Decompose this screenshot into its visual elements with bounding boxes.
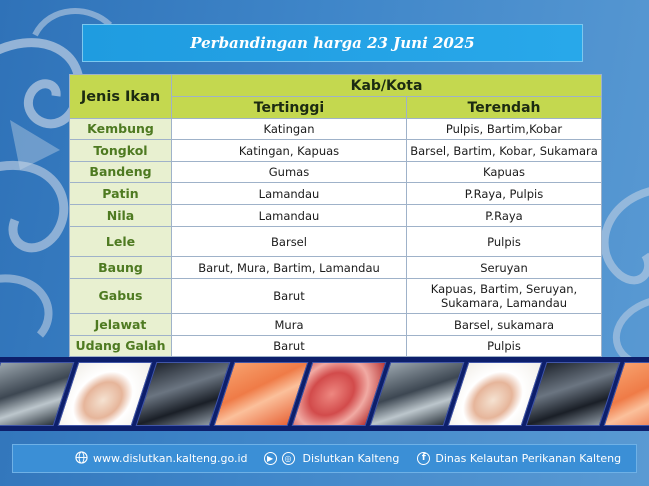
table-row: [70, 279, 602, 314]
tertinggi-cell: Barut: [172, 336, 407, 357]
page-title: Perbandingan harga 23 Juni 2025: [190, 34, 475, 52]
fish-name: Jelawat: [70, 314, 172, 336]
footer-social[interactable]: [264, 452, 400, 465]
facebook-page[interactable]: Dinas Kelautan Perikanan Kalteng: [435, 452, 622, 465]
table-row: [70, 140, 602, 162]
tertinggi-cell: Mura: [172, 314, 407, 336]
fish-name: Baung: [70, 257, 172, 279]
instagram-icon: ◎: [282, 452, 295, 465]
footer-bar: [12, 444, 637, 473]
price-comparison-table: [69, 74, 602, 357]
terendah-cell: Pulpis, Bartim,Kobar: [407, 119, 602, 140]
fish-photo-strip: [0, 357, 649, 431]
footer-facebook[interactable]: [417, 452, 621, 465]
table-row: [70, 162, 602, 183]
terendah-cell: P.Raya, Pulpis: [407, 183, 602, 205]
fish-name: Nila: [70, 205, 172, 227]
fish-name: Udang Galah: [70, 336, 172, 357]
table-row: [70, 183, 602, 205]
terendah-cell: Barsel, Bartim, Kobar, Sukamara: [407, 140, 602, 162]
table-row: [70, 314, 602, 336]
youtube-icon: ▶: [264, 452, 277, 465]
fish-name: Tongkol: [70, 140, 172, 162]
website-link[interactable]: www.dislutkan.kalteng.go.id: [93, 452, 248, 465]
fish-name: Lele: [70, 227, 172, 257]
header-tertinggi: Tertinggi: [172, 97, 407, 119]
tertinggi-cell: Barut: [172, 279, 407, 314]
tertinggi-cell: Barsel: [172, 227, 407, 257]
fish-name: Patin: [70, 183, 172, 205]
terendah-cell: P.Raya: [407, 205, 602, 227]
table-row: [70, 257, 602, 279]
title-bar: [82, 24, 583, 62]
footer-website[interactable]: [75, 451, 248, 467]
terendah-cell: Pulpis: [407, 227, 602, 257]
header-kab-kota: Kab/Kota: [172, 75, 602, 97]
terendah-cell: Pulpis: [407, 336, 602, 357]
fish-name: Kembung: [70, 119, 172, 140]
tertinggi-cell: Barut, Mura, Bartim, Lamandau: [172, 257, 407, 279]
fish-name: Bandeng: [70, 162, 172, 183]
table-row: [70, 205, 602, 227]
facebook-icon: f: [417, 452, 430, 465]
globe-icon: [75, 451, 88, 467]
tertinggi-cell: Lamandau: [172, 183, 407, 205]
fish-name: Gabus: [70, 279, 172, 314]
tertinggi-cell: Katingan, Kapuas: [172, 140, 407, 162]
header-jenis-ikan: Jenis Ikan: [70, 75, 172, 119]
header-row: [70, 75, 602, 97]
table-row: [70, 119, 602, 140]
terendah-cell: Kapuas: [407, 162, 602, 183]
table-row: [70, 336, 602, 357]
header-terendah: Terendah: [407, 97, 602, 119]
terendah-cell: Barsel, sukamara: [407, 314, 602, 336]
tertinggi-cell: Lamandau: [172, 205, 407, 227]
social-handle[interactable]: Dislutkan Kalteng: [302, 452, 400, 465]
tertinggi-cell: Gumas: [172, 162, 407, 183]
table-row: [70, 227, 602, 257]
terendah-cell: Kapuas, Bartim, Seruyan, Sukamara, Lamandau: [407, 279, 602, 314]
terendah-cell: Seruyan: [407, 257, 602, 279]
tertinggi-cell: Katingan: [172, 119, 407, 140]
